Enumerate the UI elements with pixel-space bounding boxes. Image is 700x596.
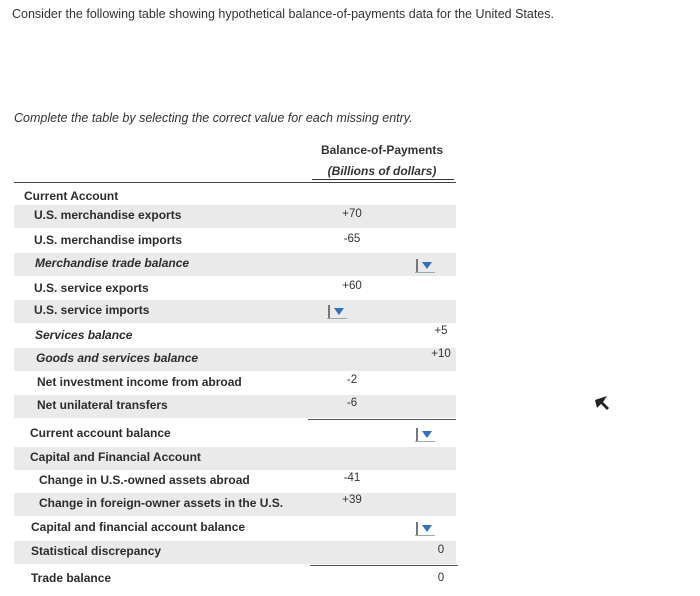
column-title: Balance-of-Payments xyxy=(320,143,444,157)
table-row xyxy=(14,568,456,591)
table-top-rule xyxy=(14,182,456,183)
dropdown-caret-bar xyxy=(328,305,330,318)
row-value: +60 xyxy=(342,280,362,292)
row-value: -41 xyxy=(343,472,361,484)
table-row xyxy=(14,541,456,564)
row-value: -65 xyxy=(343,233,361,245)
chevron-down-icon xyxy=(422,262,432,269)
merchandise-balance-dropdown[interactable] xyxy=(415,258,437,274)
row-label: Merchandise trade balance xyxy=(35,256,190,270)
current-account-balance-dropdown[interactable] xyxy=(415,427,437,443)
row-label: Statistical discrepancy xyxy=(31,544,162,558)
row-label: Net investment income from abroad xyxy=(37,375,242,389)
service-imports-dropdown[interactable] xyxy=(327,304,349,320)
row-label: Capital and financial account balance xyxy=(31,520,246,534)
row-label: U.S. merchandise imports xyxy=(34,233,183,247)
table-row xyxy=(14,517,456,540)
mouse-pointer-icon xyxy=(593,394,611,412)
table-row xyxy=(14,300,456,323)
row-label: Current Account xyxy=(24,189,119,203)
instruction-text: Complete the table by selecting the correct value for each missing entry. xyxy=(14,111,413,125)
column-header xyxy=(312,140,452,182)
table-row xyxy=(14,395,456,418)
dropdown-underline xyxy=(415,441,435,442)
column-header-underline xyxy=(312,179,454,180)
row-value: +5 xyxy=(434,325,448,337)
chevron-down-icon xyxy=(334,308,344,315)
table-row xyxy=(14,470,456,493)
dropdown-underline xyxy=(415,535,435,536)
row-value: +10 xyxy=(431,348,451,360)
table-row xyxy=(14,372,456,395)
intro-text: Consider the following table showing hypothetical balance-of-payments data for the United States. xyxy=(12,7,554,21)
row-label: Goods and services balance xyxy=(36,351,199,365)
row-label: Change in foreign-owner assets in the U.S. xyxy=(39,496,284,510)
table-row xyxy=(14,348,456,371)
table-row xyxy=(14,423,456,446)
table-row xyxy=(14,205,456,228)
row-label: U.S. service exports xyxy=(34,281,149,295)
row-value: -2 xyxy=(346,374,358,386)
chevron-down-icon xyxy=(422,525,432,532)
row-value: -6 xyxy=(346,397,358,409)
chevron-down-icon xyxy=(422,431,432,438)
dropdown-underline xyxy=(327,318,347,319)
table-row xyxy=(14,253,456,276)
row-label: Net unilateral transfers xyxy=(37,398,168,412)
row-label: Trade balance xyxy=(31,571,112,585)
row-value: 0 xyxy=(437,544,445,556)
row-label: Change in U.S.-owned assets abroad xyxy=(39,473,250,487)
row-value: +39 xyxy=(342,494,362,506)
row-label: U.S. service imports xyxy=(34,303,150,317)
row-value: +70 xyxy=(342,208,362,220)
table-row xyxy=(14,325,456,348)
dropdown-caret-bar xyxy=(416,522,418,535)
capital-financial-balance-dropdown[interactable] xyxy=(415,521,437,537)
row-label: Capital and Financial Account xyxy=(30,450,201,464)
total-rule xyxy=(310,565,458,566)
table-row xyxy=(14,230,456,253)
row-label: U.S. merchandise exports xyxy=(34,208,182,222)
row-value: 0 xyxy=(437,572,445,584)
table-row xyxy=(14,447,456,470)
table-row xyxy=(14,493,456,516)
dropdown-caret-bar xyxy=(416,428,418,441)
row-label: Current account balance xyxy=(30,426,171,440)
row-label: Services balance xyxy=(35,328,133,342)
dropdown-caret-bar xyxy=(416,259,418,272)
column-subtitle: (Billions of dollars) xyxy=(327,164,437,178)
dropdown-underline xyxy=(415,272,435,273)
subtotal-rule xyxy=(308,419,456,420)
table-row xyxy=(14,278,456,301)
